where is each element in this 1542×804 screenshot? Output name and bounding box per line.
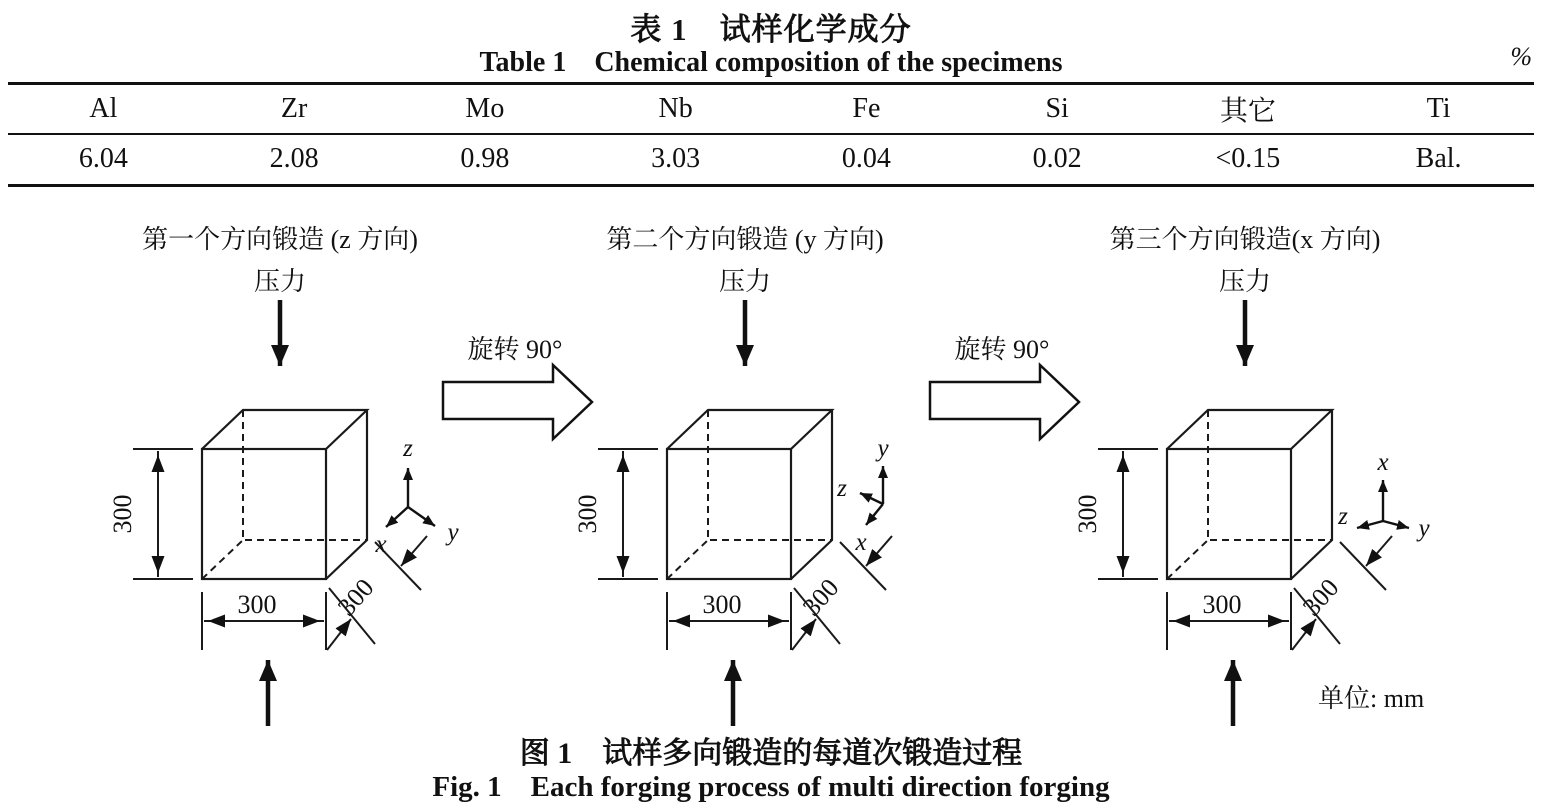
cell-value: 2.08: [269, 143, 319, 175]
composition-table-header: [8, 84, 1534, 134]
block-arrow-right-icon: [930, 365, 1079, 439]
cell-value: Bal.: [1415, 143, 1462, 175]
axis-side1-label: x: [375, 531, 387, 558]
table-unit-percent: %: [1510, 42, 1532, 71]
table-title-en: Table 1 Chemical composition of the specimens: [479, 47, 1063, 78]
col-header: Mo: [465, 92, 505, 124]
unit-title: 第三个方向锻造(x 方向): [1109, 225, 1381, 254]
cell-value: 0.98: [460, 143, 510, 175]
axis-up-label: x: [1377, 449, 1389, 476]
dim-width-label: 300: [1202, 590, 1242, 619]
composition-table: [8, 82, 1534, 187]
rotation-arrow-2: [922, 330, 1087, 445]
axis-side2-label: y: [447, 519, 459, 546]
axis-side1-label: z: [1338, 503, 1348, 530]
dim-depth-label: 300: [1296, 573, 1345, 622]
rotation-label: 旋转 90°: [954, 335, 1050, 364]
width-dimension: [202, 590, 326, 650]
cube: [202, 410, 367, 579]
cube: [667, 410, 832, 579]
pressure-label: 压力: [253, 267, 307, 296]
cell-value: 6.04: [78, 143, 128, 175]
col-header: Nb: [658, 92, 693, 124]
rotation-label: 旋转 90°: [467, 335, 563, 364]
dim-height-label: 300: [573, 494, 602, 534]
height-dimension: [108, 449, 193, 579]
table-title-zh: 表 1 试样化学成分: [630, 12, 912, 47]
dim-height-label: 300: [108, 494, 137, 534]
forging-unit-1: [105, 218, 465, 730]
col-header: Al: [89, 92, 118, 124]
depth-dimension: [792, 536, 892, 650]
unit-note: 单位: mm: [1318, 684, 1425, 713]
composition-table-body: [8, 134, 1534, 186]
unit-title: 第二个方向锻造 (y 方向): [606, 225, 884, 254]
pressure-label: 压力: [718, 267, 772, 296]
forging-unit-3: [1070, 218, 1430, 730]
figure-caption-zh: 图 1 试样多向锻造的每道次锻造过程: [519, 737, 1023, 770]
figure-caption-en: Fig. 1 Each forging process of multi direction forging: [432, 771, 1110, 803]
col-header: 其它: [1219, 95, 1276, 127]
dim-width-label: 300: [237, 590, 277, 619]
axis-side1-label: z: [837, 475, 847, 502]
axis-up-label: y: [877, 435, 889, 462]
cell-value: 0.04: [841, 143, 891, 175]
cube: [1167, 410, 1332, 579]
col-header: Zr: [280, 92, 308, 124]
col-header: Ti: [1426, 92, 1451, 124]
axis-triad: [836, 435, 889, 556]
col-header: Si: [1045, 92, 1069, 124]
axis-triad: [1337, 449, 1430, 542]
table-row: [8, 84, 1534, 134]
width-dimension: [1167, 590, 1291, 650]
forging-unit-2: [570, 218, 930, 730]
cell-value: 0.02: [1032, 143, 1082, 175]
depth-dimension: [1292, 536, 1392, 650]
dim-depth-label: 300: [331, 573, 380, 622]
pressure-label: 压力: [1218, 267, 1272, 296]
height-dimension: [573, 449, 658, 579]
dim-width-label: 300: [702, 590, 742, 619]
axis-side2-label: x: [855, 529, 867, 556]
axis-up-label: z: [403, 435, 413, 462]
col-header: Fe: [852, 92, 881, 124]
axis-triad: [374, 435, 459, 558]
dim-height-label: 300: [1073, 494, 1102, 534]
height-dimension: [1073, 449, 1158, 579]
width-dimension: [667, 590, 791, 650]
unit-title: 第一个方向锻造 (z 方向): [142, 225, 418, 254]
axis-side2-label: y: [1418, 515, 1430, 542]
table-row: [8, 134, 1534, 186]
dim-depth-label: 300: [796, 573, 845, 622]
cell-value: <0.15: [1215, 143, 1281, 175]
cell-value: 3.03: [651, 143, 701, 175]
